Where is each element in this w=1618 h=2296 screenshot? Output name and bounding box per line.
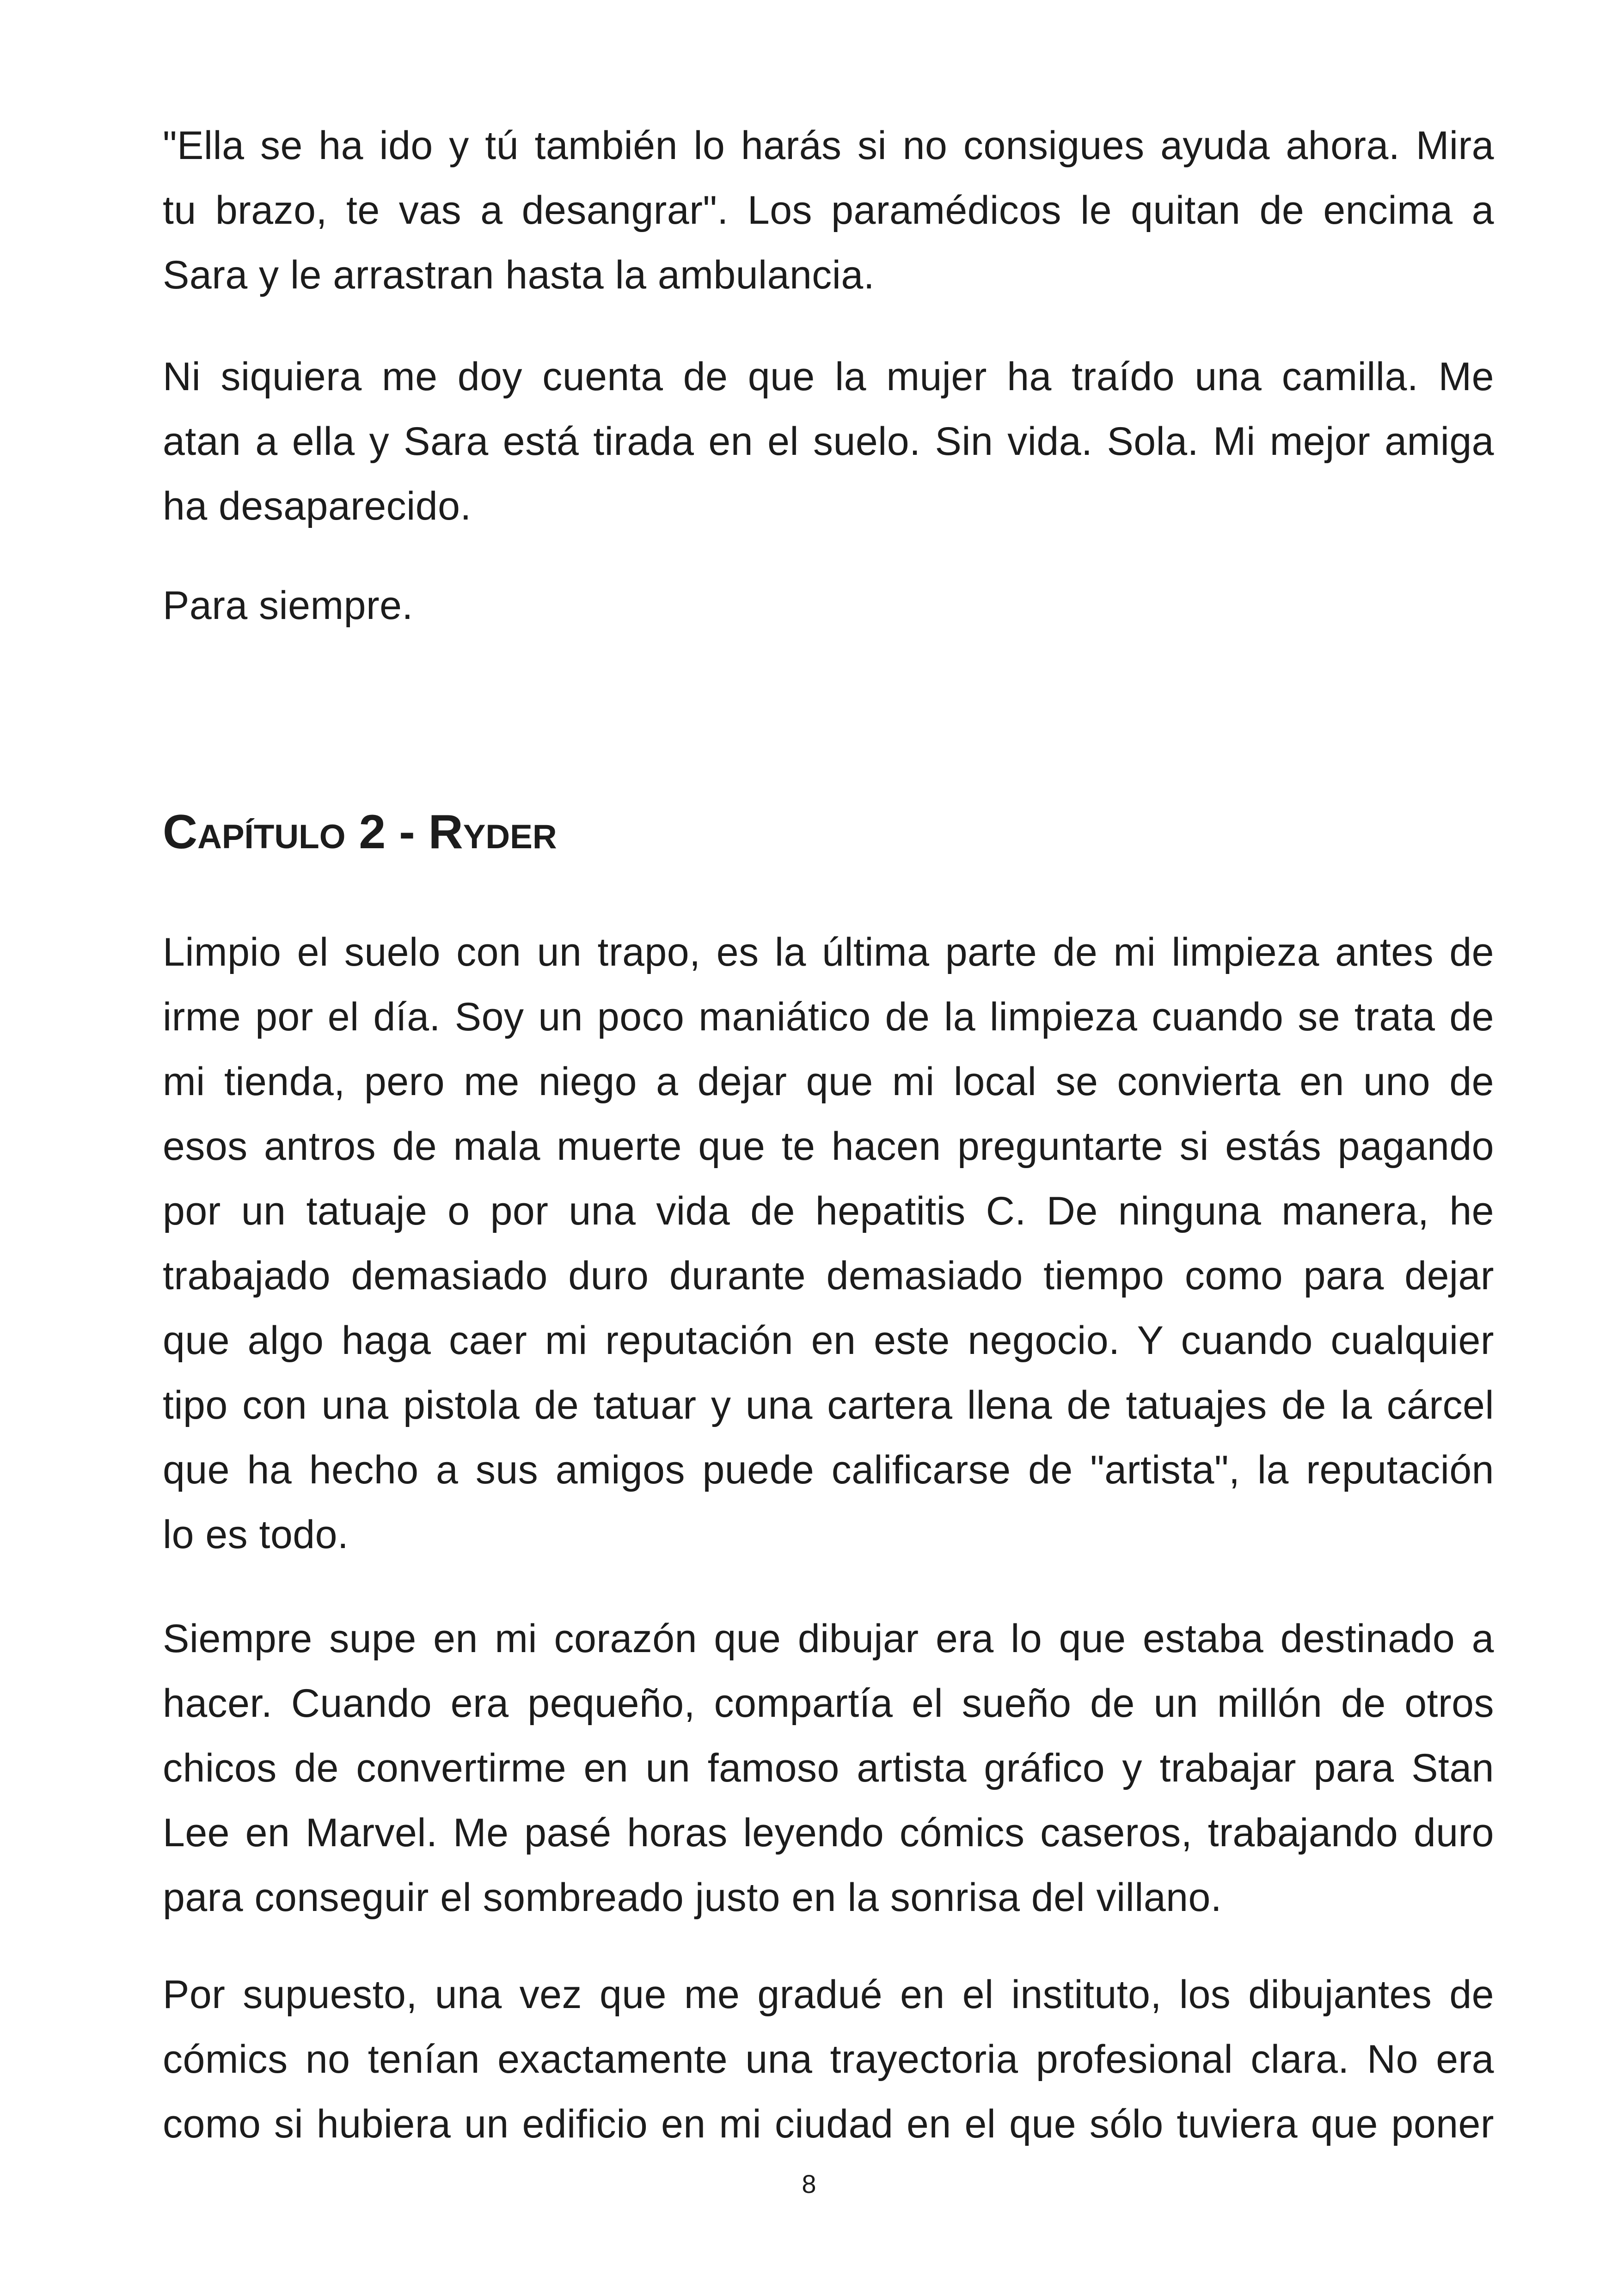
paragraph-3 <box>163 573 1494 638</box>
text-line: trabajado demasiado duro durante demasiado tiempo como para dejar <box>163 1254 1494 1298</box>
text-line: Por supuesto, una vez que me gradué en el instituto, los dibujantes de <box>163 1972 1494 2017</box>
text-line: "Ella se ha ido y tú también lo harás si no consigues ayuda ahora. Mira <box>163 123 1494 168</box>
text-line: Para siempre. <box>163 583 413 628</box>
text-line: esos antros de mala muerte que te hacen preguntarte si estás pagando <box>163 1124 1494 1169</box>
text-line: como si hubiera un edificio en mi ciudad en el que sólo tuviera que poner <box>163 2102 1494 2146</box>
page-number: 8 <box>802 2169 816 2198</box>
chapter-heading: Capítulo 2 - Ryder <box>163 805 557 859</box>
paragraph-5 <box>163 1606 1494 1930</box>
text-line: para conseguir el sombreado justo en la sonrisa del villano. <box>163 1875 1222 1920</box>
text-line: que ha hecho a sus amigos puede calificarse de "artista", la reputación <box>163 1448 1494 1492</box>
text-line: lo es todo. <box>163 1512 349 1557</box>
text-line: chicos de convertirme en un famoso artista gráfico y trabajar para Stan <box>163 1746 1494 1790</box>
text-line: por un tatuaje o por una vida de hepatitis C. De ninguna manera, he <box>163 1189 1494 1233</box>
text-line: tipo con una pistola de tatuar y una cartera llena de tatuajes de la cárcel <box>163 1383 1494 1427</box>
text-line: irme por el día. Soy un poco maniático de la limpieza cuando se trata de <box>163 995 1494 1039</box>
text-line: tu brazo, te vas a desangrar". Los paramédicos le quitan de encima a <box>163 188 1494 233</box>
paragraph-4 <box>163 920 1494 1567</box>
text-line: Ni siquiera me doy cuenta de que la mujer ha traído una camilla. Me <box>163 355 1494 399</box>
text-line: hacer. Cuando era pequeño, compartía el sueño de un millón de otros <box>163 1681 1494 1726</box>
text-line: ha desaparecido. <box>163 484 472 528</box>
text-line: atan a ella y Sara está tirada en el suelo. Sin vida. Sola. Mi mejor amiga <box>163 419 1494 464</box>
text-line: Limpio el suelo con un trapo, es la última parte de mi limpieza antes de <box>163 930 1494 974</box>
text-line: cómics no tenían exactamente una trayectoria profesional clara. No era <box>163 2037 1494 2082</box>
paragraph-6 <box>163 1962 1494 2156</box>
text-line: mi tienda, pero me niego a dejar que mi local se convierta en uno de <box>163 1059 1494 1104</box>
paragraph-1 <box>163 113 1494 307</box>
text-line: Lee en Marvel. Me pasé horas leyendo cómics caseros, trabajando duro <box>163 1811 1494 1855</box>
text-line: Sara y le arrastran hasta la ambulancia. <box>163 253 875 297</box>
paragraph-2 <box>163 344 1494 539</box>
text-line: que algo haga caer mi reputación en este negocio. Y cuando cualquier <box>163 1318 1494 1363</box>
text-line: Siempre supe en mi corazón que dibujar era lo que estaba destinado a <box>163 1616 1494 1661</box>
